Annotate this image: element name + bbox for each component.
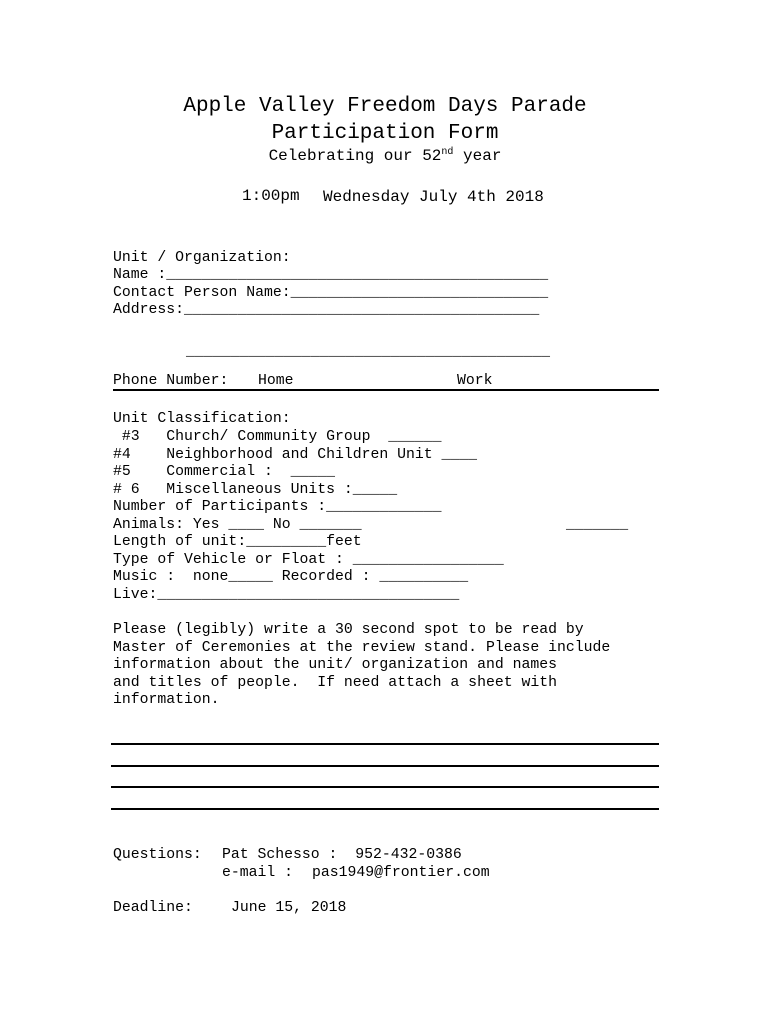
celebrating-prefix: Celebrating our 52 (268, 147, 442, 165)
instructions-line5: information. (113, 692, 220, 708)
participants-field[interactable]: Number of Participants :_____________ (113, 499, 442, 515)
animals-field[interactable]: Animals: Yes ____ No _______ (113, 517, 362, 533)
phone-home-label: Home (258, 373, 294, 389)
contact-person-field[interactable]: Contact Person Name:_____________________________ (113, 285, 549, 301)
questions-contact: Pat Schesso : 952-432-0386 (222, 847, 462, 863)
form-title-line1: Apple Valley Freedom Days Parade (183, 95, 587, 118)
writing-line[interactable] (111, 765, 659, 767)
questions-label: Questions: (113, 847, 202, 863)
deadline-label: Deadline: (113, 900, 193, 916)
address-line2-field[interactable]: _________________________________________ (186, 344, 551, 360)
classification-heading: Unit Classification: (113, 411, 291, 427)
writing-line[interactable] (111, 743, 659, 745)
class-commercial[interactable]: #5 Commercial : _____ (113, 464, 335, 480)
writing-line[interactable] (111, 786, 659, 788)
celebrating-suffix: year (453, 147, 502, 165)
instructions-line2: Master of Ceremonies at the review stand. Please include (113, 640, 611, 656)
class-church-community[interactable]: #3 Church/ Community Group ______ (113, 429, 442, 445)
event-time: 1:00pm (242, 187, 300, 205)
name-field[interactable]: Name :___________________________________________ (113, 267, 549, 283)
event-date: Wednesday July 4th 2018 (323, 188, 544, 206)
email-address[interactable]: pas1949@frontier.com (312, 865, 490, 881)
class-miscellaneous[interactable]: # 6 Miscellaneous Units :_____ (113, 482, 398, 498)
animals-extra-blank[interactable]: _______ (566, 517, 629, 533)
address-field[interactable]: Address:________________________________________ (113, 302, 540, 318)
unit-org-label: Unit / Organization: (113, 250, 291, 266)
celebrating-line (0, 148, 770, 164)
phone-work-label: Work (457, 373, 493, 389)
instructions-line4: and titles of people. If need attach a sheet with (113, 675, 557, 691)
live-music-field[interactable]: Live:__________________________________ (113, 587, 460, 603)
celebrating-sup: nd (441, 147, 454, 158)
instructions-line3: information about the unit/ organization and names (113, 657, 557, 673)
form-title-line2: Participation Form (271, 122, 499, 145)
email-label: e-mail : (222, 865, 294, 881)
deadline-date: June 15, 2018 (231, 900, 347, 916)
instructions-line1: Please (legibly) write a 30 second spot to be read by (113, 622, 584, 638)
unit-length-field[interactable]: Length of unit:_________feet (113, 534, 362, 550)
section-divider (113, 389, 659, 391)
writing-line[interactable] (111, 808, 659, 810)
class-neighborhood-children[interactable]: #4 Neighborhood and Children Unit ____ (113, 447, 478, 463)
music-field[interactable]: Music : none_____ Recorded : __________ (113, 569, 469, 585)
vehicle-type-field[interactable]: Type of Vehicle or Float : _________________ (113, 552, 504, 568)
phone-label: Phone Number: (113, 373, 229, 389)
